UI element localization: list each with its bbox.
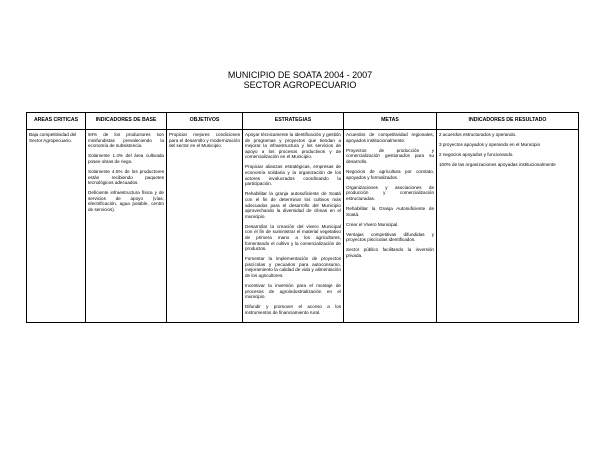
- list-item: Propiciar alianzas estratégicas, empresas de economía solidaria y la organización de los actores involucrados coordinando la participación.: [245, 164, 341, 187]
- list-item: 3 proyectos apoyados y operando en el Municipio: [439, 142, 541, 148]
- cell-indicadores-base: [86, 130, 167, 323]
- list-item: Organizaciones y asociaciones de producción y comercialización estructuradas.: [346, 184, 434, 201]
- document-title: [0, 70, 600, 90]
- list-item: Apoyar técnicamente la identificación y gestión de programas y proyectos que tiendan a mejorar la infraestructura y los servicios de apoyo a los procesos productivos y de comercialización en el Municipio.: [245, 132, 341, 160]
- list-item: Fomentar la implementación de proyectos piscícolas y pecuarios para autoconsumo, mejoramiento la calidad de vida y alimentación de los agricultores.: [245, 256, 341, 279]
- list-item: Solamente 1.4% del área cultivada posee obras de riego.: [88, 153, 164, 164]
- list-item: 100% de las organizaciones apoyadas institucionalmente: [439, 162, 556, 168]
- list-item: Solamente 4.5% de los productores están recibiendo paquetes tecnológicos adecuados.: [88, 168, 164, 186]
- list-item: Propiciar mejores condiciones para el desarrollo y modernización del sector en el Municipio.: [169, 132, 240, 149]
- cell-areas: [27, 130, 86, 323]
- header-metas: METAS: [344, 113, 437, 130]
- list-item: Baja competitividad del Sector Agropecuario.: [29, 132, 77, 143]
- list-item: Proyectos de producción y comercialización gestionados para su desarrollo.: [346, 147, 434, 164]
- list-item: Difundir y promover el acceso a los instrumentos de financiamiento rural.: [245, 304, 341, 316]
- list-item: Deficiente infraestructura física y de servicios de apoyo (vías, electrificación, agua potable, centro de servicios).: [88, 190, 164, 213]
- list-item: Negocios de agricultura por contrato, apoyados y formalizados.: [346, 168, 434, 180]
- list-item: 2 acuerdos estructurados y operando.: [439, 132, 517, 137]
- list-item: Desarrollar la creación del vivero Municipal con el fin de suministrar el material vegetativo de primera mano a los agricultores, fomentando el cultivo y la comercialización de productos.: [245, 223, 341, 252]
- cell-objetivos: [167, 130, 243, 323]
- title-line-2: SECTOR AGROPECUARIO: [243, 80, 357, 90]
- list-item: Sector público facilitando la inversión privada.: [346, 247, 434, 258]
- list-item: Crear el Vivero Municipal.: [346, 221, 399, 227]
- list-item: 2 negocios apoyados y funcionando.: [439, 152, 514, 158]
- list-item: Rehabilitar la granja autosuficiente de Soatá con el fin de determinar los cultivos más adecuados para el desarrollo del Municipio aprovechando la diversidad de climas en el municipio.: [245, 191, 341, 219]
- cell-metas: [344, 130, 437, 323]
- cell-indicadores-resultado: [437, 130, 579, 323]
- header-indicadores-resultado: INDICADORES DE RESULTADO: [437, 113, 579, 130]
- list-item: Acuerdos de competitividad regionales, apoyados institucionalmente.: [346, 132, 434, 143]
- list-item: 94% de los productores son minifundistas prevaleciendo la economía de subsistencia.: [88, 132, 164, 149]
- title-line-1: MUNICIPIO DE SOATA 2004 - 2007: [227, 70, 373, 80]
- list-item: Ventajas competitivas difundidas y proyectos piscícolas identificados.: [346, 231, 434, 243]
- list-item: Incentivar la inversión para el montaje de procesos de agroindustrialización en el municipio.: [245, 283, 341, 300]
- header-areas: AREAS CRITICAS: [27, 113, 86, 130]
- cell-estrategias: [243, 130, 344, 323]
- header-indicadores-base: INDICADORES DE BASE: [86, 113, 167, 130]
- header-estrategias: ESTRATEGIAS: [243, 113, 344, 130]
- list-item: Rehabilitar la Granja Autosuficiente de Soatá.: [346, 205, 434, 217]
- table-row: [27, 130, 579, 323]
- header-objetivos: OBJETIVOS: [167, 113, 243, 130]
- header-row: [27, 113, 579, 130]
- plan-table: [26, 112, 579, 323]
